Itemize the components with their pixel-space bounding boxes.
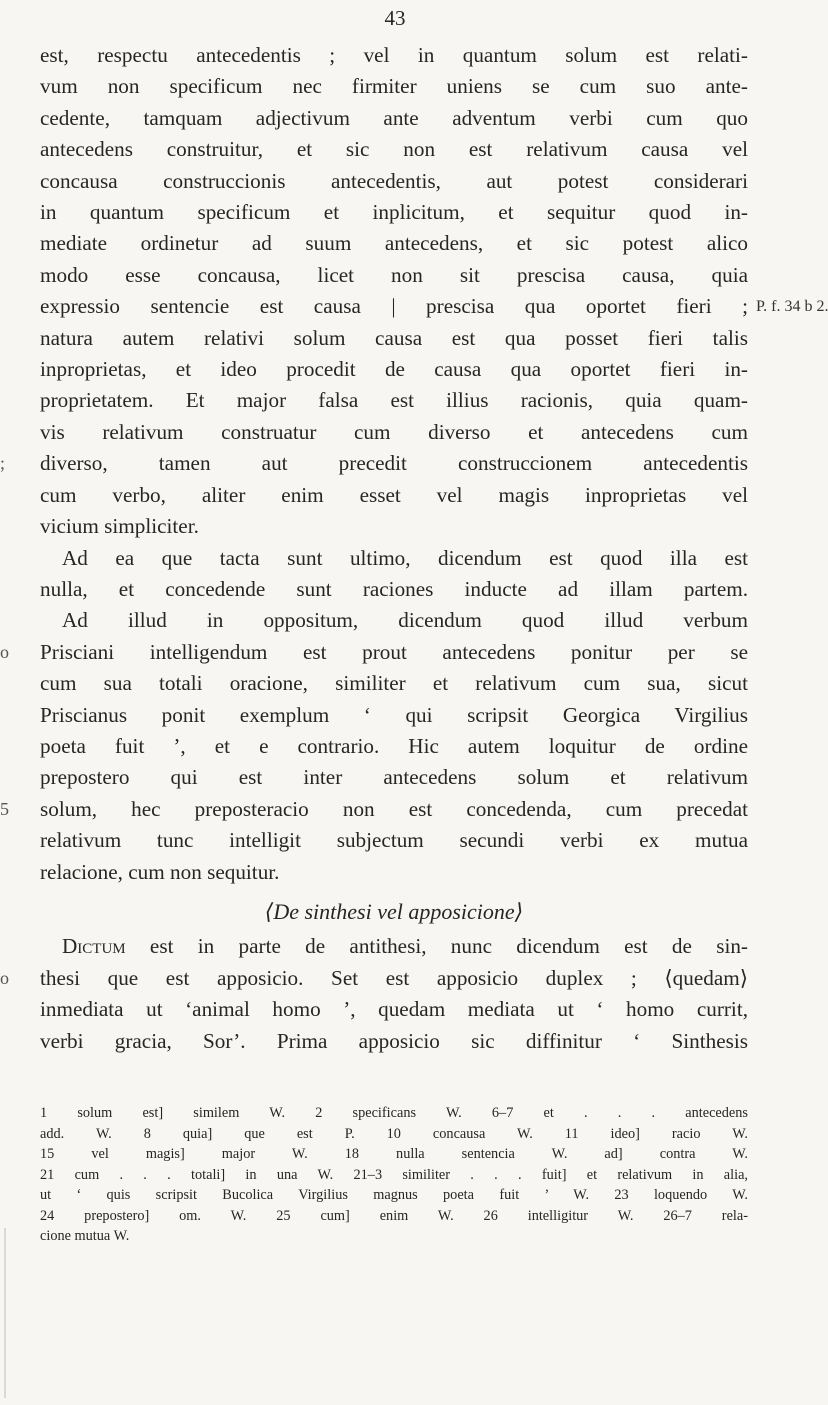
text-line: ; diverso, tamen aut precedit construccionem antecedentis: [40, 448, 748, 479]
text-line: relativum tunc intelligit subjectum secundi verbi ex mutua: [40, 828, 748, 853]
text-line: inmediata ut ‘animal homo ’, quedam mediata ut ‘ homo currit,: [40, 997, 748, 1022]
note-line: cione mutua W.: [40, 1228, 130, 1244]
note-line: 24 prepostero] om. W. 25 cum] enim W. 26 intelligitur W. 26–7 rela-: [40, 1207, 748, 1224]
text-line: concausa construccionis antecedentis, aut potest considerari: [40, 168, 748, 193]
text-line: antecedens construitur, et sic non est relativum causa vel: [40, 137, 748, 162]
critical-apparatus: [40, 1103, 748, 1247]
text-line: verbi gracia, Sor’. Prima apposicio sic diffinitur ‘ Sinthesis: [40, 1028, 748, 1053]
text-line: natura autem relativi solum causa est qua posset fieri talis: [40, 325, 748, 350]
text-line: prepostero qui est inter antecedens solum et relativum: [40, 765, 748, 790]
text-line: Ad ea que tacta sunt ultimo, dicendum est quod illa est: [62, 545, 748, 570]
scan-edge-mark: [4, 1228, 6, 1398]
text-line: vum non specificum nec firmiter uniens se cum suo ante-: [40, 74, 748, 99]
text-line: inproprietas, et ideo procedit de causa qua oportet fieri in-: [40, 357, 748, 382]
line-number: 5: [0, 798, 9, 819]
text-line: cum sua totali oracione, similiter et relativum cum sua, sicut: [40, 671, 748, 696]
text-line: relacione, cum non sequitur.: [40, 859, 280, 884]
text-line: expressio sentencie est causa | prescisa qua oportet fieri ; P. f. 34 b 2.: [40, 291, 748, 322]
note-line: 1 solum est] similem W. 2 specificans W. 6–7 et . . . antecedens: [40, 1105, 748, 1121]
line-number: o: [0, 641, 9, 662]
note-line: add. W. 8 quia] que est P. 10 concausa W. 11 ideo] racio W.: [40, 1125, 748, 1142]
text-line: cum verbo, aliter enim esset vel magis inproprietas vel: [40, 482, 748, 507]
note-line: ut ‘ quis scripsit Bucolica Virgilius magnus poeta fuit ’ W. 23 loquendo W.: [40, 1187, 748, 1203]
text-line: Dictum est in parte de antithesi, nunc dicendum est de sin-: [62, 934, 748, 959]
text-line: modo esse concausa, licet non sit prescisa causa, quia: [40, 262, 748, 287]
text-line: vicium simpliciter.: [40, 514, 199, 539]
text-line: vis relativum construatur cum diverso et antecedens cum: [40, 419, 748, 444]
text-line: o thesi que est apposicio. Set est apposicio duplex ; ⟨quedam⟩: [40, 963, 748, 994]
text-line: est, respectu antecedentis ; vel in quantum solum est relati-: [40, 43, 748, 67]
text-line: mediate ordinetur ad suum antecedens, et sic potest alico: [40, 231, 748, 256]
text-line: in quantum specificum et inplicitum, et sequitur quod in-: [40, 200, 748, 225]
text-line: poeta fuit ’, et e contrario. Hic autem loquitur de ordine: [40, 733, 748, 758]
text-line: Priscianus ponit exemplum ‘ qui scripsit Georgica Virgilius: [40, 702, 748, 727]
text-line: nulla, et concedende sunt raciones inducte ad illam partem.: [40, 576, 748, 601]
text-line: 5 solum, hec preposteracio non est concedenda, cum precedat: [40, 794, 748, 825]
text-line: cedente, tamquam adjectivum ante adventum verbi cum quo: [40, 105, 748, 130]
section-heading: ⟨De sinthesi vel apposicione⟩: [264, 898, 524, 924]
text-line: o Prisciani intelligendum est prout antecedens ponitur per se: [40, 637, 748, 668]
text-line: proprietatem. Et major falsa est illius racionis, quia quam-: [40, 388, 748, 413]
line-number: o: [0, 967, 9, 988]
section-initial-word: Dictum: [62, 934, 126, 959]
line-number: ;: [0, 453, 6, 474]
note-line: 21 cum . . . totali] in una W. 21–3 similiter . . . fuit] et relativum in alia,: [40, 1166, 748, 1183]
main-text: [0, 40, 828, 1057]
note-line: 15 vel magis] major W. 18 nulla sentencia W. ad] contra W.: [40, 1146, 748, 1162]
margin-folio-reference: P. f. 34 b 2.: [756, 298, 828, 316]
page-number: 43: [384, 6, 406, 30]
text-line: Ad illud in oppositum, dicendum quod illud verbum: [62, 608, 748, 633]
